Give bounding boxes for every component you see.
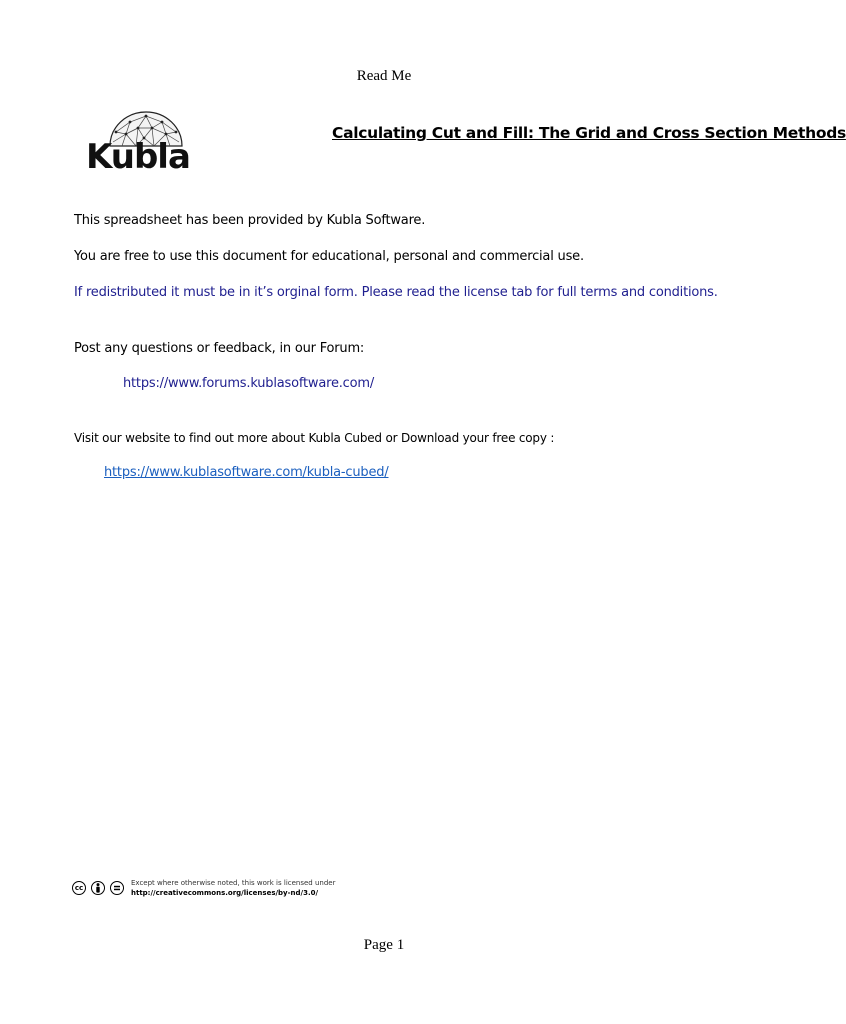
person-icon (94, 883, 102, 893)
cc-icon: cc (72, 881, 86, 895)
free-use-text: You are free to use this document for educational, personal and commercial use. (74, 249, 584, 264)
redistribution-notice: If redistributed it must be in it’s orginal form. Please read the license tab for full terms and conditions. (74, 285, 718, 300)
forum-link[interactable]: https://www.forums.kublasoftware.com/ (123, 376, 375, 391)
website-link[interactable]: https://www.kublasoftware.com/kubla-cubed/ (104, 465, 389, 480)
provided-by-text: This spreadsheet has been provided by Kubla Software. (74, 213, 426, 228)
logo-wordmark: Kubla (86, 137, 190, 177)
document-title: Calculating Cut and Fill: The Grid and Cross Section Methods (332, 124, 846, 142)
page-header: Read Me (356, 68, 412, 84)
nd-icon (110, 881, 124, 895)
logo-graphic (86, 104, 196, 177)
license-text (131, 878, 335, 898)
license-url[interactable]: http://creativecommons.org/licenses/by-nd/3.0/ (131, 889, 319, 897)
by-icon (91, 881, 105, 895)
kubla-logo (86, 104, 196, 177)
license-line-1: Except where otherwise noted, this work is licensed under (131, 879, 336, 887)
website-prompt: Visit our website to find out more about Kubla Cubed or Download your free copy : (74, 431, 555, 445)
forum-prompt: Post any questions or feedback, in our Forum: (74, 341, 365, 356)
equals-icon (113, 884, 121, 892)
page-footer: Page 1 (363, 937, 405, 953)
creative-commons-badge[interactable] (72, 876, 335, 900)
